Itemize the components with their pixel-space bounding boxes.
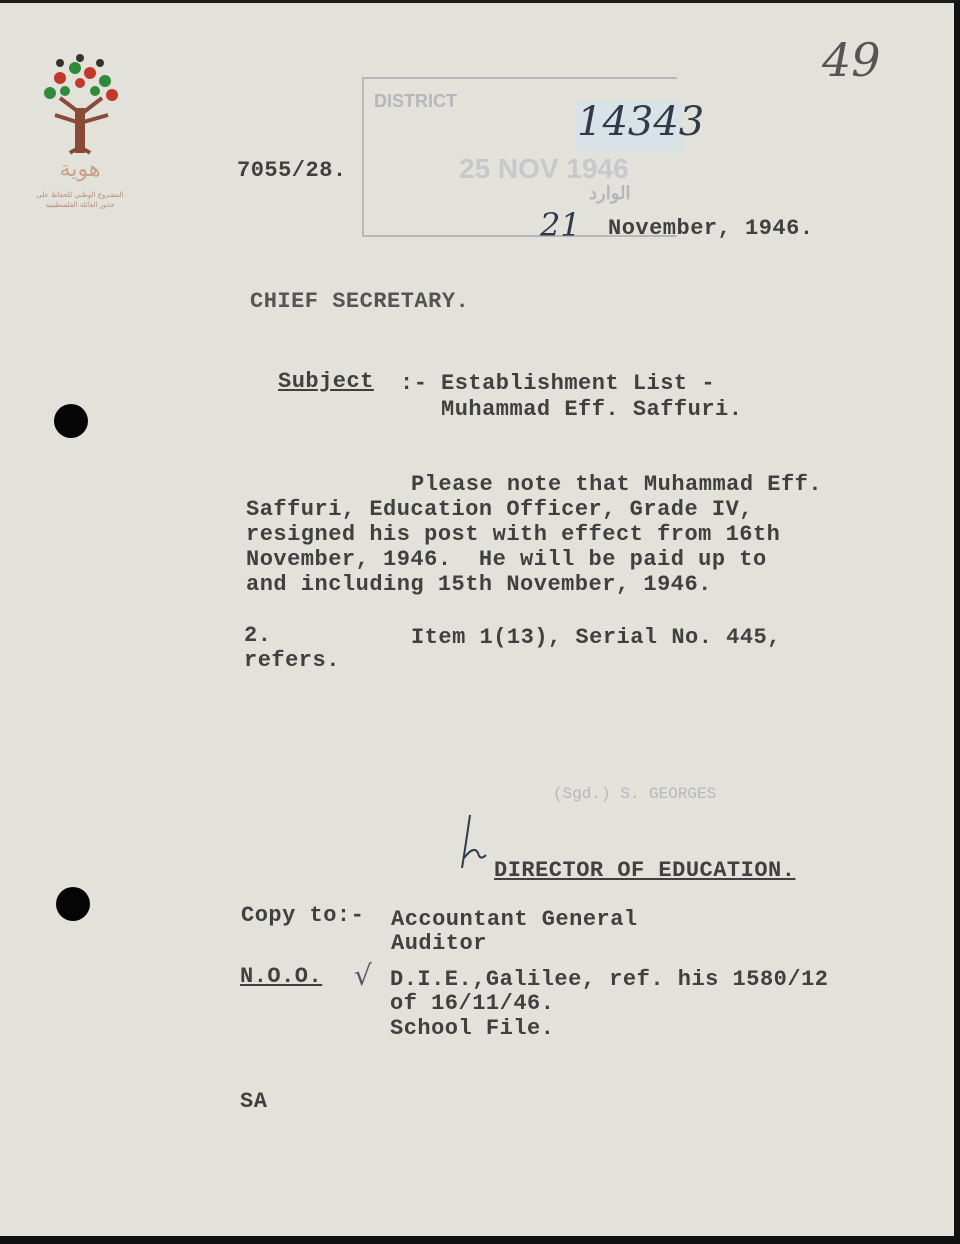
paragraph-2-line-1: Item 1(13), Serial No. 445, <box>411 625 781 650</box>
noo-label: N.O.O. <box>240 964 323 989</box>
copy-recipient: Accountant General <box>391 907 638 932</box>
noo-line-1: D.I.E.,Galilee, ref. his 1580/12 <box>390 967 829 992</box>
punch-hole <box>56 887 90 921</box>
date-day: 21 <box>540 206 581 244</box>
logo-arabic-subtitle-1: المشروع الوطني للحفاظ على <box>36 191 124 199</box>
check-mark: √ <box>354 959 372 992</box>
noo-line-3: School File. <box>390 1016 555 1041</box>
body-line-3: resigned his post with effect from 16th <box>246 522 781 547</box>
paragraph-2-line-2: refers. <box>244 648 340 673</box>
signatory-title: DIRECTOR OF EDUCATION. <box>494 858 796 883</box>
file-reference: 7055/28. <box>237 158 347 183</box>
letter-date: November, 1946. <box>608 216 814 241</box>
stamp-district: DISTRICT <box>374 91 457 111</box>
subject-separator: :- <box>400 371 428 396</box>
tree-icon <box>30 53 130 163</box>
copy-to-label: Copy to:- <box>241 903 365 928</box>
body-line-5: and including 15th November, 1946. <box>246 572 712 597</box>
copy-recipient: Auditor <box>391 931 487 956</box>
logo-arabic-title: هوية <box>59 157 101 182</box>
registry-number: 14343 <box>577 99 705 145</box>
stamp-date: 25 NOV 1946 <box>459 153 629 184</box>
body-line-2: Saffuri, Education Officer, Grade IV, <box>246 497 753 522</box>
punch-hole <box>54 404 88 438</box>
page-number: 49 <box>822 33 881 87</box>
archive-logo <box>30 53 130 213</box>
typed-signature: (Sgd.) S. GEORGES <box>553 785 717 803</box>
body-line-4: November, 1946. He will be paid up to <box>246 547 767 572</box>
stamp-arabic: الوارد <box>589 183 631 203</box>
addressee: CHIEF SECRETARY. <box>250 289 470 314</box>
body-line-1: Please note that Muhammad Eff. <box>411 472 823 497</box>
subject-line-2: Muhammad Eff. Saffuri. <box>441 397 743 422</box>
subject-line-1: Establishment List - <box>441 371 716 396</box>
paragraph-2-number: 2. <box>244 623 272 648</box>
logo-arabic-subtitle-2: جذور العائلة الفلسطينية <box>45 201 115 209</box>
noo-line-2: of 16/11/46. <box>390 991 555 1016</box>
typist-initials: SA <box>240 1089 268 1114</box>
subject-label: Subject <box>278 369 374 394</box>
signature-mark-icon <box>456 813 496 873</box>
